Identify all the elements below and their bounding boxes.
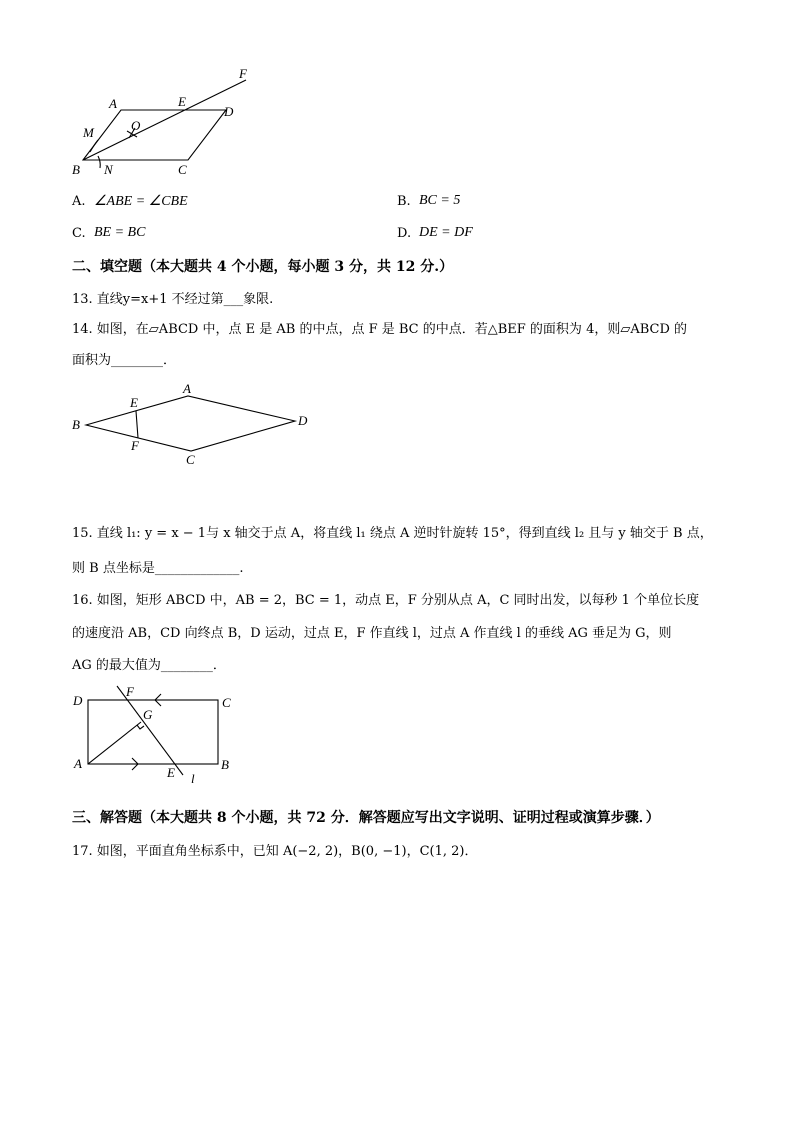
question-13: 13. 直线y=x+1 不经过第___象限. — [72, 292, 274, 307]
label-D-q14: D — [298, 413, 308, 428]
question-15-line1: 15. 直线 l₁: y = x − 1与 x 轴交于点 A，将直线 l₁ 绕点 A 逆时针旋转 15°，得到直线 l₂ 且与 y 轴交于 B 点， — [72, 526, 713, 541]
label-M-top: M — [83, 125, 94, 140]
question-17: 17. 如图，平面直角坐标系中，已知 A(−2, 2)，B(0, −1)，C(1, 2)． — [72, 844, 478, 859]
label-F-top: F — [239, 66, 247, 81]
option-b-text: BC = 5 — [419, 193, 461, 208]
label-A-top: A — [109, 96, 117, 111]
label-E-top: E — [178, 94, 186, 109]
label-A-q14: A — [183, 381, 191, 396]
question-16-line3: AG 的最大值为________． — [72, 658, 226, 673]
question-14-line1: 14. 如图，在▱ABCD 中，点 E 是 AB 的中点，点 F 是 BC 的中点．若△BEF 的面积为 4，则▱ABCD 的 — [72, 322, 688, 337]
label-C-q14: C — [186, 452, 195, 467]
option-b-letter: B. — [397, 194, 411, 209]
label-D-q16: D — [73, 693, 83, 708]
label-B-top: B — [72, 162, 80, 177]
question-16-line1: 16. 如图，矩形 ABCD 中，AB = 2，BC = 1，动点 E，F 分别从点 A，C 同时出发，以每秒 1 个单位长度 — [72, 593, 700, 608]
question-14-line2: 面积为________． — [72, 353, 177, 368]
section3-heading: 三、解答题（本大题共 8 个小题，共 72 分．解答题应写出文字说明、证明过程或演算步骤．） — [72, 810, 660, 826]
label-B-q16: B — [221, 757, 229, 772]
label-N-top: N — [104, 162, 113, 177]
question-16-line2: 的速度沿 AB，CD 向终点 B，D 运动，过点 E，F 作直线 l，过点 A 作直线 l 的垂线 AG 垂足为 G，则 — [72, 626, 672, 641]
option-a-text: ∠ABE = ∠CBE — [94, 194, 188, 209]
label-B-q14: B — [72, 417, 80, 432]
label-A-q16: A — [74, 756, 82, 771]
option-c-text: BE = BC — [94, 225, 146, 240]
label-F-q16: F — [126, 684, 134, 699]
label-l-q16: l — [191, 771, 195, 786]
label-O-top: O — [131, 118, 141, 133]
option-d-text: DE = DF — [419, 225, 473, 240]
label-E-q16: E — [167, 765, 175, 780]
question-15-line2: 则 B 点坐标是_____________. — [72, 561, 244, 576]
option-a-letter: A. — [72, 194, 86, 209]
label-D-top: D — [224, 104, 234, 119]
section2-heading: 二、填空题（本大题共 4 个小题，每小题 3 分，共 12 分.） — [72, 259, 454, 275]
option-d-letter: D. — [397, 226, 412, 241]
label-F-q14: F — [131, 438, 139, 453]
label-E-q14: E — [130, 395, 138, 410]
label-G-q16: G — [143, 707, 153, 722]
option-c-letter: C. — [72, 226, 86, 241]
label-C-top: C — [178, 162, 187, 177]
label-C-q16: C — [222, 695, 231, 710]
